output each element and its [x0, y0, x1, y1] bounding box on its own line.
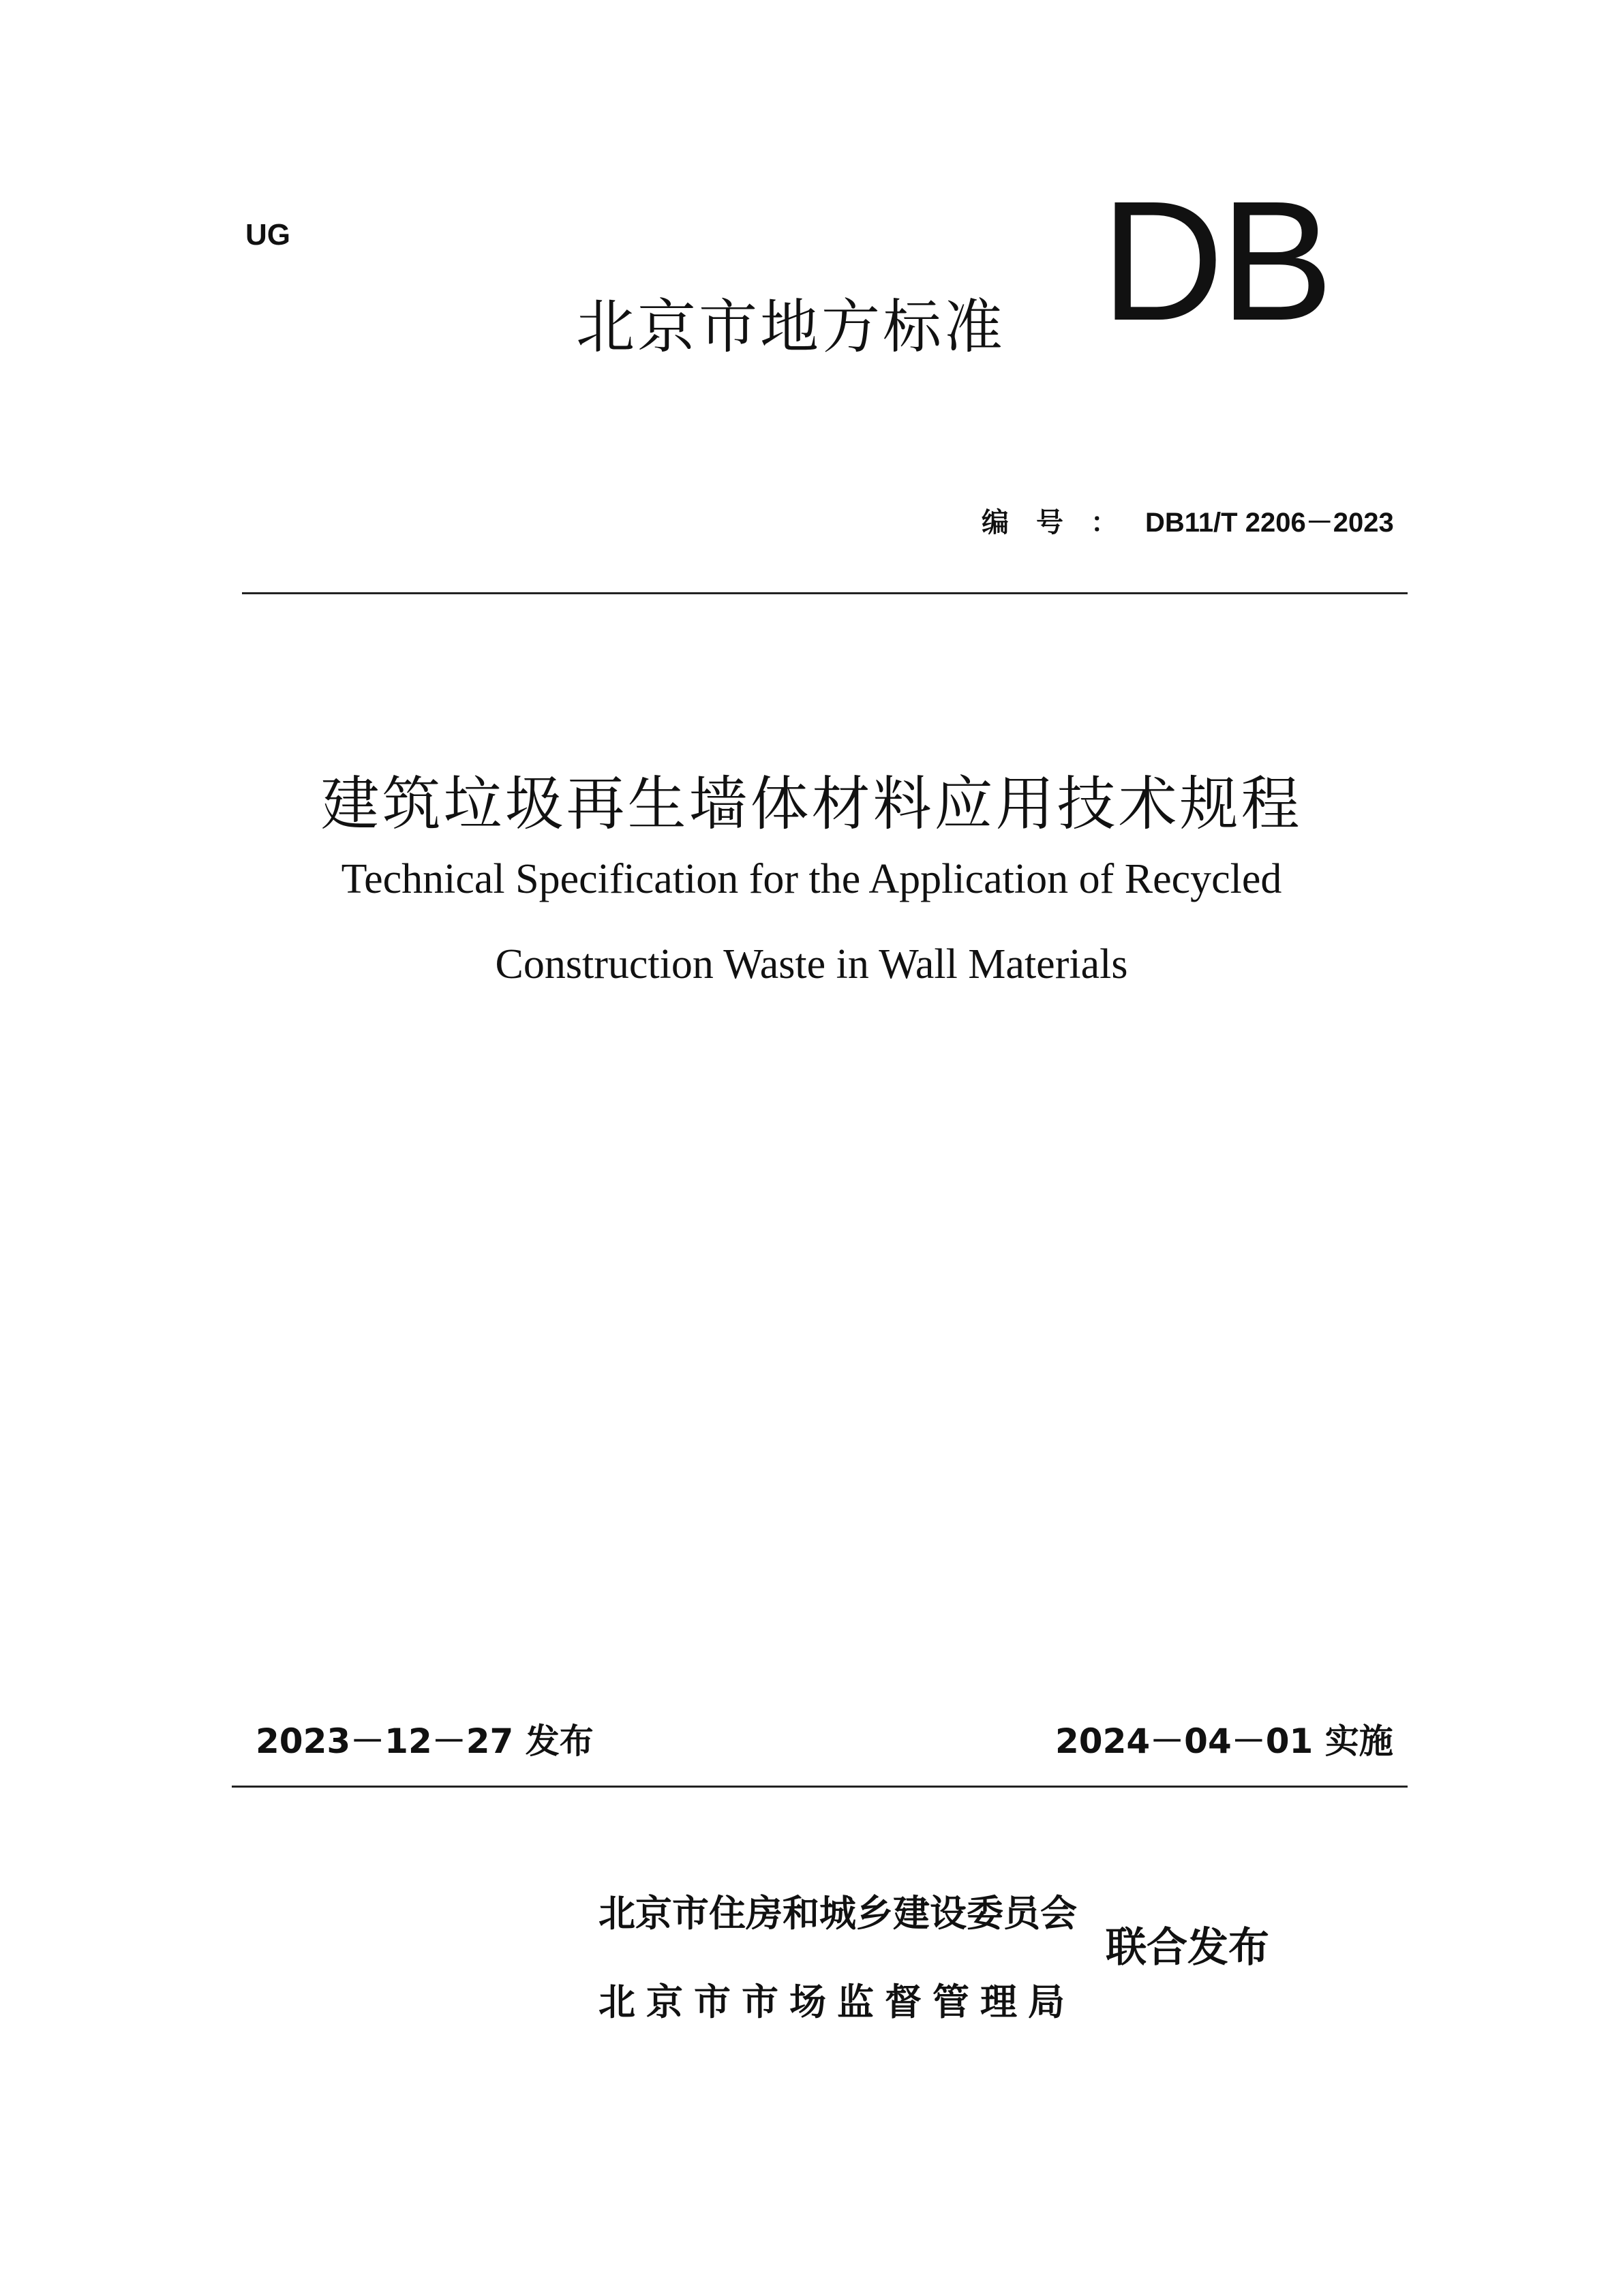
effective-date: 2024－04－01 实施 — [1055, 1721, 1393, 1761]
publish-date: 2023－12－27 发布 — [256, 1721, 594, 1761]
issuer-housing-commission: 北京市住房和城乡建设委员会 — [598, 1892, 1077, 1935]
ccs-code: UG — [245, 218, 290, 251]
standard-number-value: DB11/T 2206－2023 — [1145, 508, 1394, 538]
title-english-line1: Technical Specification for the Application of Recycled — [341, 856, 1282, 902]
top-divider — [242, 592, 1408, 594]
bottom-divider — [232, 1786, 1408, 1788]
title-chinese: 建筑垃圾再生墙体材料应用技术规程 — [320, 770, 1303, 838]
title-english-line2: Construction Waste in Wall Materials — [495, 941, 1128, 988]
standard-number — [982, 501, 1394, 540]
joint-release-label: 联合发布 — [1106, 1924, 1269, 1972]
standard-number-label: 编号： — [982, 507, 1145, 538]
standard-type: 北京市地方标准 — [576, 293, 1005, 361]
issuer-market-supervision: 北京市市场监督管理局 — [598, 1980, 1076, 2023]
db-logo: DB — [1101, 166, 1330, 356]
